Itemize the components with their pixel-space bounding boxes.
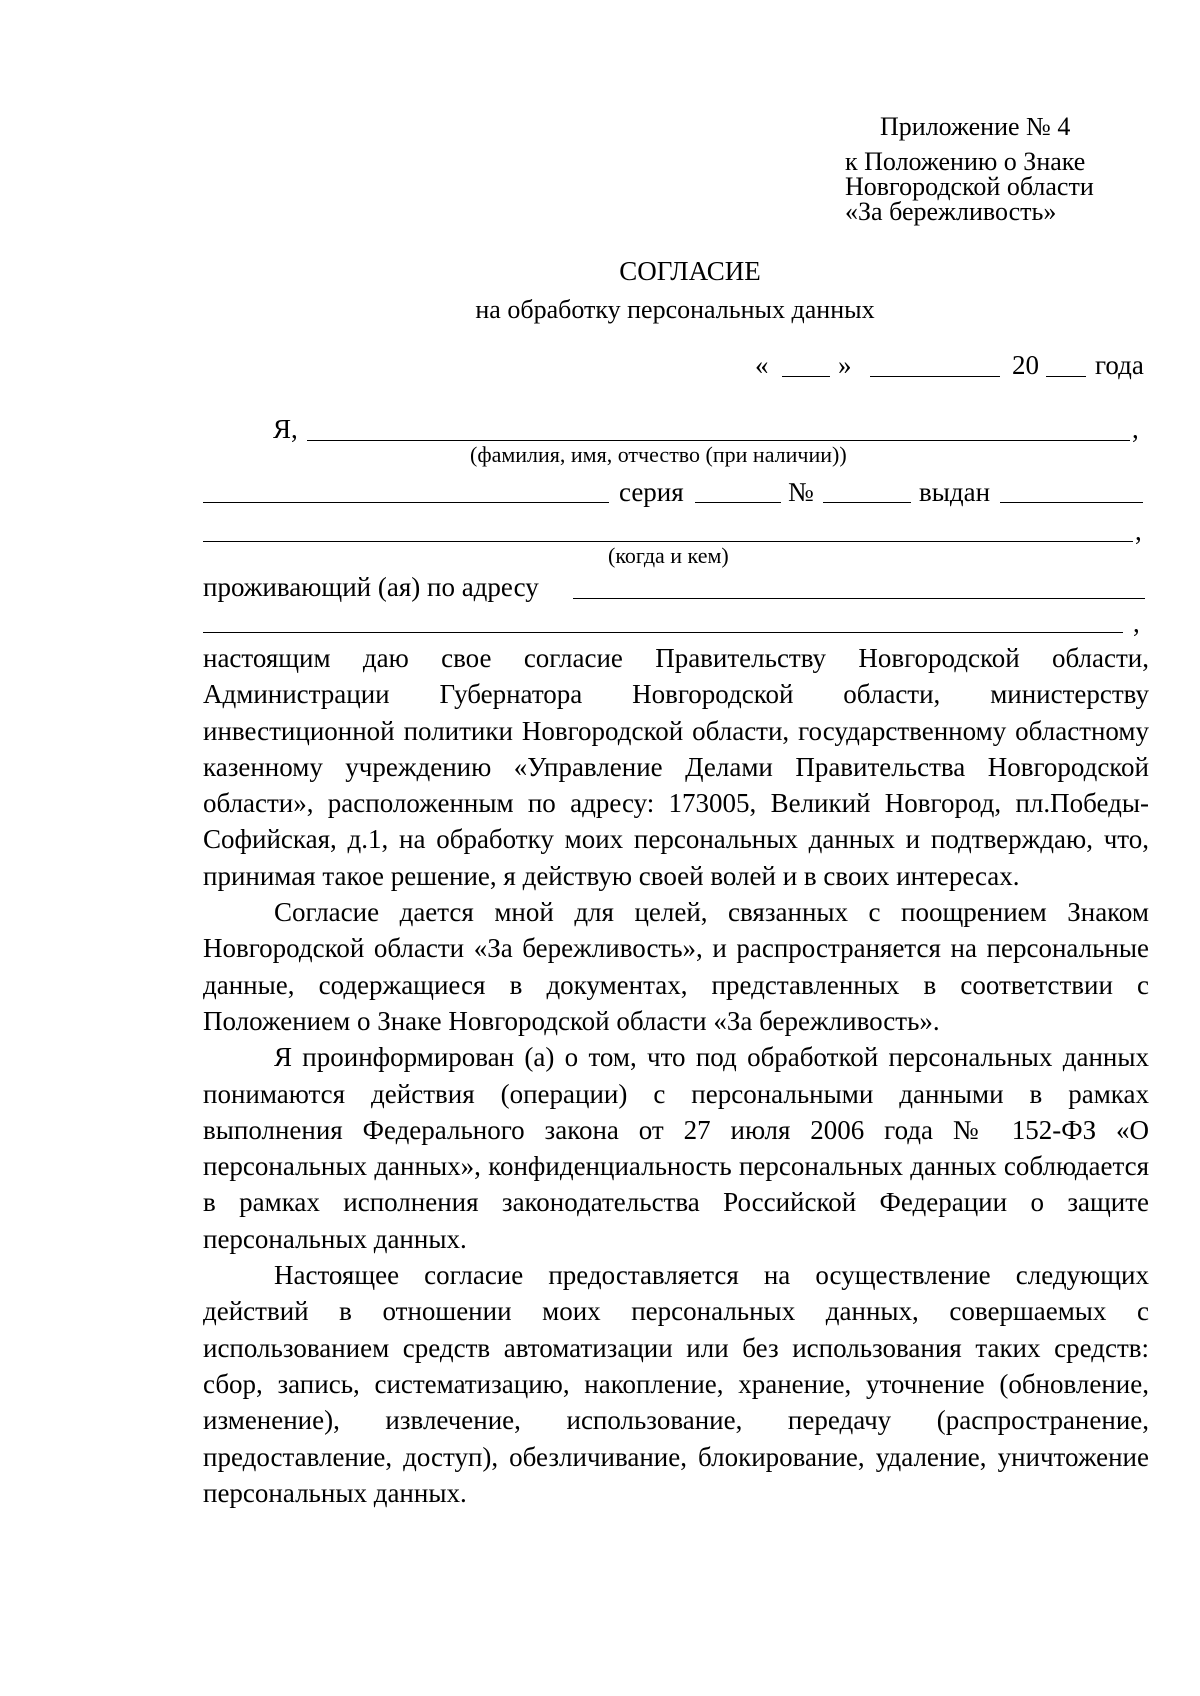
i-label: Я, bbox=[273, 414, 298, 444]
date-month-field[interactable] bbox=[870, 376, 1000, 377]
consent-paragraph: Настоящее согласие предоставляется на осуществление следующих действий в отношении моих персональных данных, совершаемых с использованием средств автоматизации или без использования таких средств: сбор, запись, систематизацию, накопление, хранение, уточнение (обновление, изменение), извлечение, использование, передачу (распространение, предоставление, доступ), обезличивание, блокирование, удаление, уничтожение персональных данных. bbox=[203, 1260, 1149, 1508]
number-field[interactable] bbox=[823, 502, 911, 503]
appendix-line-1: к Положению о Знаке bbox=[845, 147, 1086, 176]
address-comma: , bbox=[1133, 608, 1140, 638]
series-label: серия bbox=[619, 477, 684, 507]
when-by-hint: (когда и кем) bbox=[608, 543, 729, 568]
date-close-quote: » bbox=[838, 350, 852, 380]
consent-paragraph: настоящим даю свое согласие Правительству Новгородской области, Администрации Губернатора Новгородской области, министерству инвестиционной политики Новгородской области, государственному областному казенному учреждению «Управление Делами Правительства Новгородской области», расположенным по адресу: 173005, Великий Новгород, пл.Победы-Софийская, д.1, на обработку моих персональных данных и подтверждаю, что, принимая такое решение, я действую своей волей и в своих интересах. bbox=[203, 643, 1149, 891]
series-field[interactable] bbox=[695, 502, 781, 503]
date-open-quote: « bbox=[755, 350, 769, 380]
fio-field[interactable] bbox=[307, 440, 1130, 441]
issued-by-field[interactable] bbox=[203, 541, 1133, 542]
fio-comma: , bbox=[1132, 414, 1139, 444]
document-type-field[interactable] bbox=[203, 502, 609, 503]
date-year-field[interactable] bbox=[1046, 376, 1086, 377]
fio-hint: (фамилия, имя, отчество (при наличии)) bbox=[470, 442, 847, 467]
appendix-line-2: Новгородской области bbox=[845, 172, 1094, 201]
issued-field[interactable] bbox=[1000, 502, 1143, 503]
document-subtitle: на обработку персональных данных bbox=[475, 295, 875, 324]
number-label: № bbox=[788, 477, 814, 507]
issued-by-comma: , bbox=[1135, 516, 1142, 546]
address-label: проживающий (ая) по адресу bbox=[203, 572, 539, 602]
consent-paragraph: Я проинформирован (а) о том, что под обработкой персональных данных понимаются действия (операции) с персональными данными в рамках выполнения Федерального закона от 27 июля 2006 года № 152-ФЗ «О персональных данных», конфиденциальность персональных данных соблюдается в рамках исполнения законодательства Российской Федерации о защите персональных данных. bbox=[203, 1042, 1149, 1254]
consent-body bbox=[203, 640, 1149, 1511]
appendix-number: Приложение № 4 bbox=[880, 112, 1071, 141]
consent-paragraph: Согласие дается мной для целей, связанных с поощрением Знаком Новгородской области «За бережливость», и распространяется на персональные данные, содержащиеся в документах, представленных в соответствии с Положением о Знаке Новгородской области «За бережливость». bbox=[203, 897, 1149, 1036]
document-title: СОГЛАСИЕ bbox=[619, 256, 761, 286]
address-field-continued[interactable] bbox=[203, 632, 1123, 633]
issued-label: выдан bbox=[919, 477, 991, 507]
date-day-field[interactable] bbox=[782, 376, 830, 377]
address-field[interactable] bbox=[573, 598, 1145, 599]
appendix-line-3: «За бережливость» bbox=[845, 197, 1057, 226]
date-year-prefix: 20 bbox=[1012, 350, 1039, 380]
date-year-suffix: года bbox=[1095, 350, 1144, 380]
